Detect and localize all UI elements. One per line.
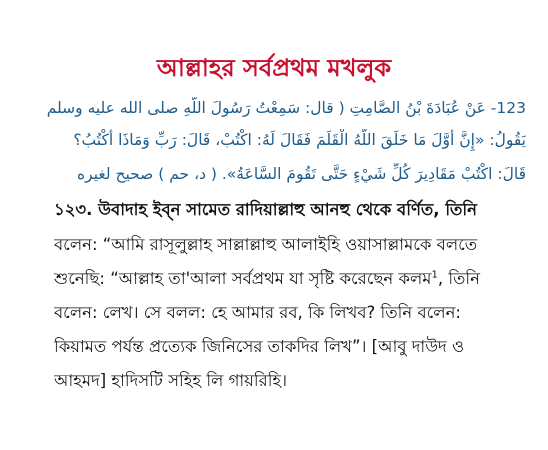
footnote-marker[interactable]: 1	[431, 269, 438, 281]
bangla-text-line-1: ১২৩. উবাদাহ ইব্ন সামেত রাদিয়াল্লাহু আনহু থেকে বর্ণিত, তিনি	[54, 200, 477, 219]
chapter-title: আল্লাহর সর্বপ্রথম মখলুক	[156, 54, 392, 82]
arabic-text-line-1: 123- عَنْ عُبَادَةَ بْنُ الصَّامِتِ ( قال: سَمِعْتُ رَسُولَ اللَّهِ صلى الله عليه وسلم	[46, 99, 526, 117]
bangla-text-line-5: কিয়ামত পর্যন্ত প্রত্যেক জিনিসের তাকদির লিখ”। [আবু দাউদ ও	[54, 337, 465, 356]
bangla-text-line-6: আহমদ] হাদিসটি সহিহ লি গায়রিহি।	[54, 371, 287, 390]
arabic-text-line-3: قَالَ: اكْتُبْ مَقَادِيرَ كُلِّ شَيْءٍ حَتَّى تَقُومَ السَّاعَةُ». ( د، حم ) صحيح لغيره	[77, 165, 526, 183]
bangla-text-line-2: বলেন: “আমি রাসূলুল্লাহ সাল্লাল্লাহু আলাইহি ওয়াসাল্লামকে বলতে	[54, 235, 478, 254]
bangla-text-line-4: বলেন: লেখ। সে বলল: হে আমার রব, কি লিখব? তিনি বলেন:	[54, 303, 461, 322]
bangla-line-3-text: শুনেছি: “আল্লাহ তা'আলা সর্বপ্রথম যা সৃষ্টি করেছেন কলম	[54, 269, 432, 288]
arabic-text-line-2: يَقُولُ: «إِنَّ أَوَّلَ مَا خَلَقَ اللَّهُ الْقَلَمَ فَقَالَ لَهُ: اكْتُبْ، قَالَ: رَبِّ وَمَاذَا أَكْتُبُ؟	[73, 131, 526, 149]
bangla-text-line-3	[54, 268, 534, 290]
bangla-line-3-tail: , তিনি	[437, 269, 481, 288]
